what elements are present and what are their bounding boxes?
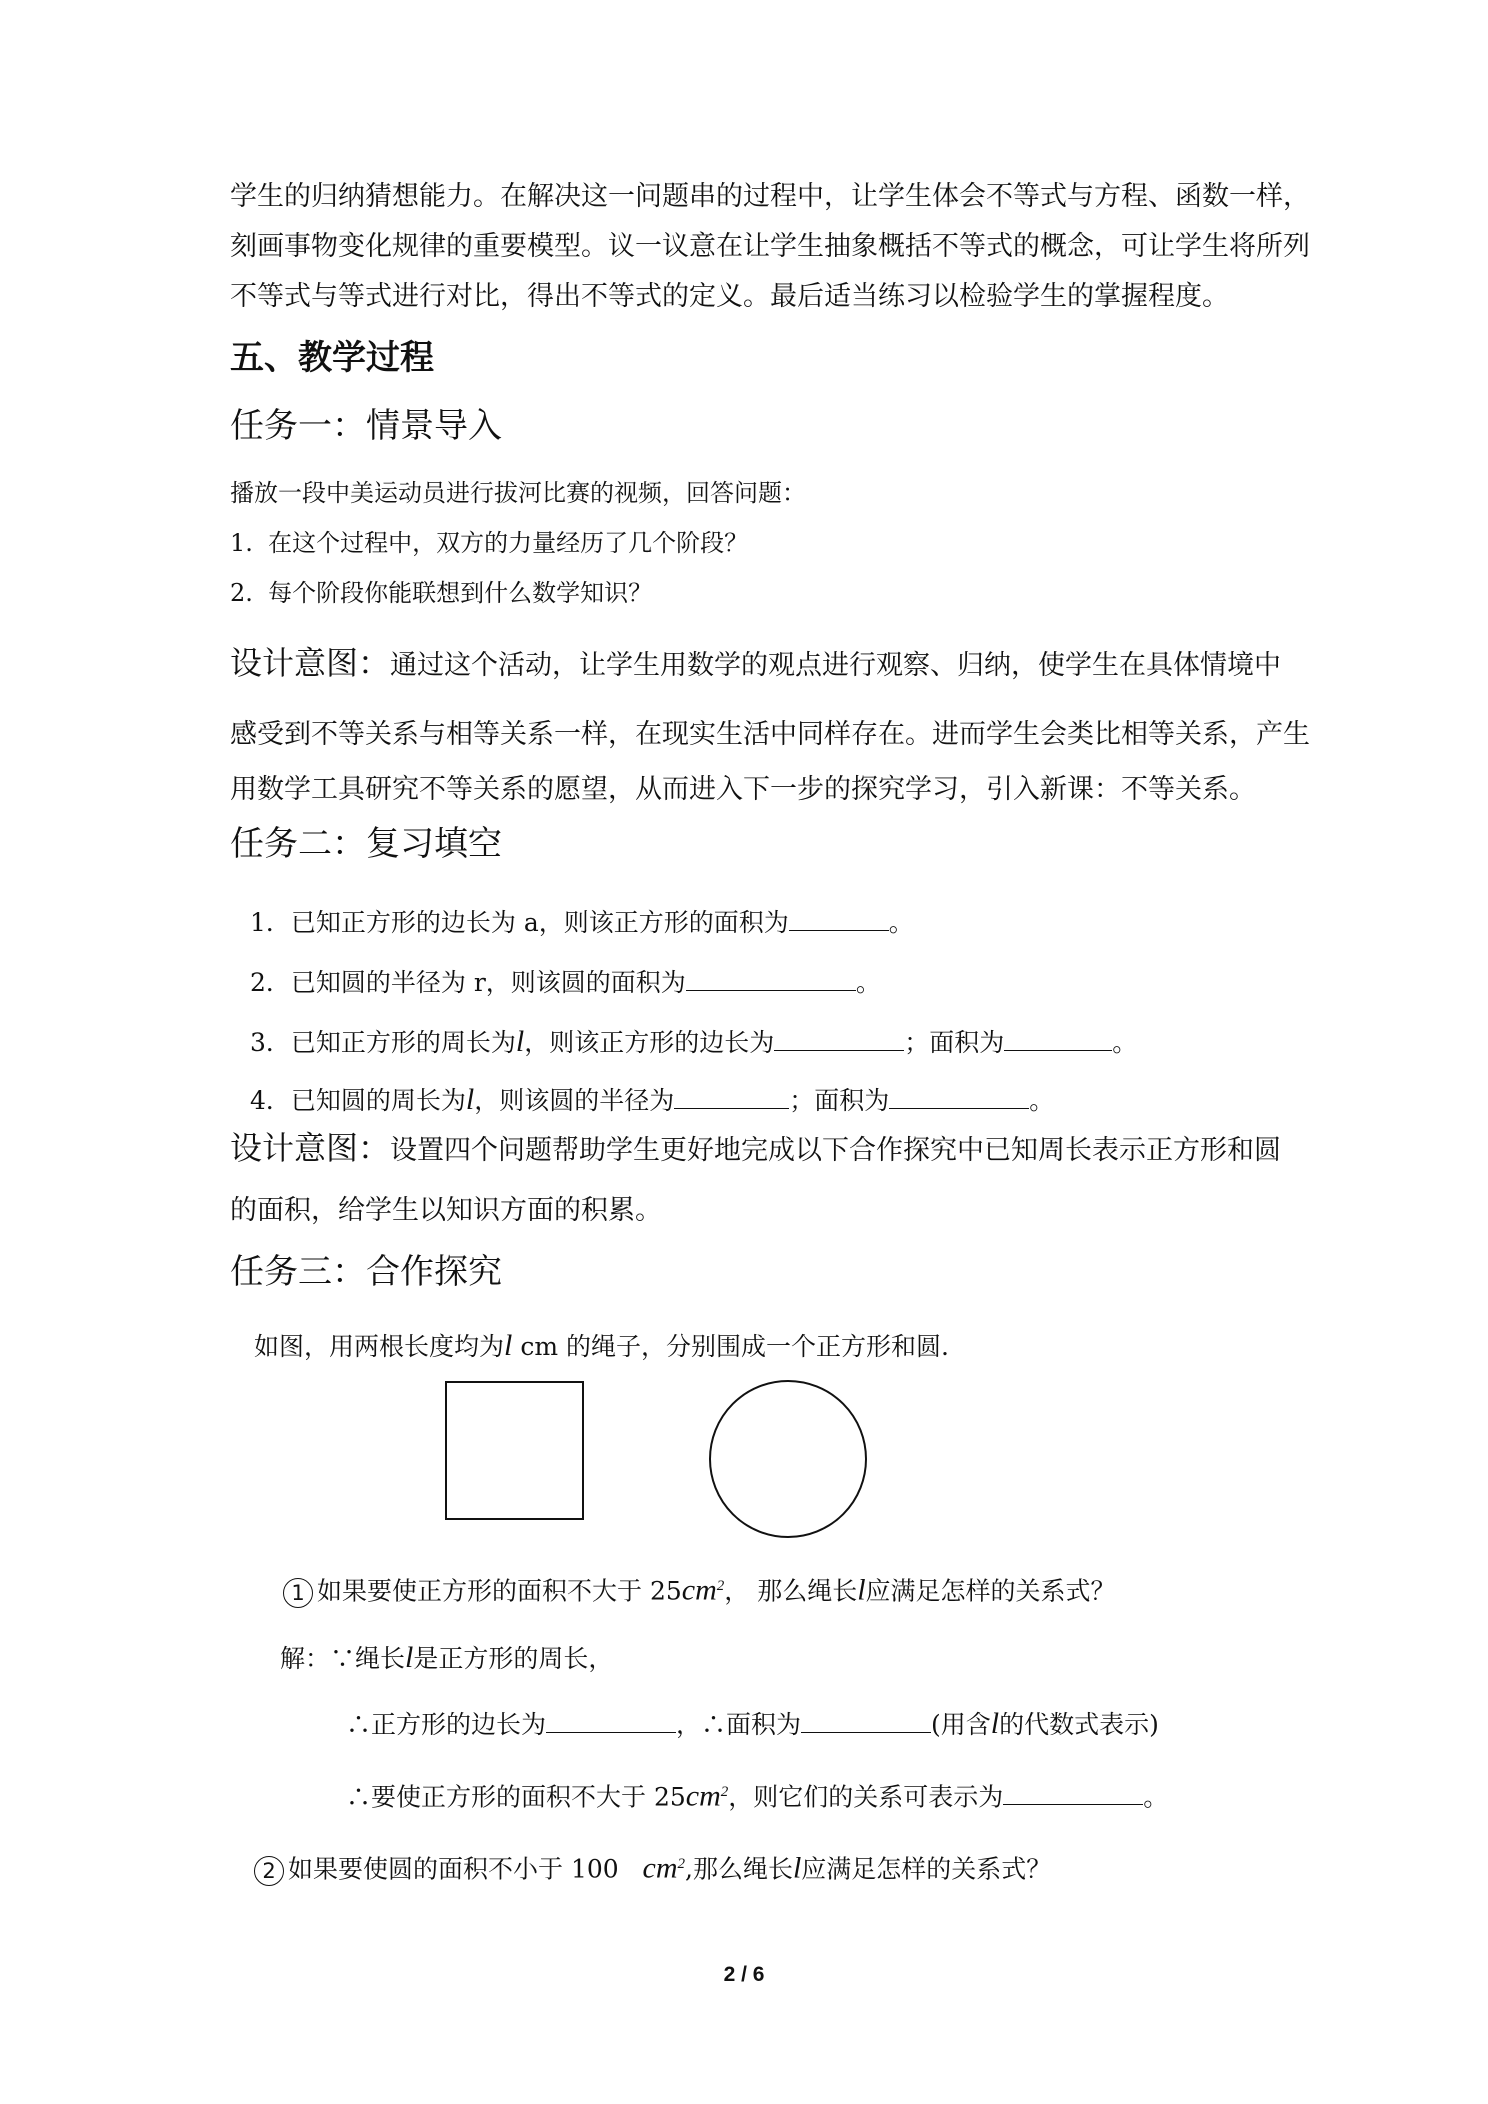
solution-text: (用含 xyxy=(931,1710,991,1739)
task3-heading: 任务三：合作探究 xyxy=(230,1252,502,1292)
solution-text: 。 xyxy=(1143,1782,1169,1812)
item-text: ；面积为 xyxy=(789,1086,890,1115)
lead-text: 如图，用两根长度均为 xyxy=(254,1332,505,1361)
intro-line: 学生的归纳猜想能力。在解决这一问题串的过程中，让学生体会不等式与方程、函数一样， xyxy=(230,181,1310,212)
question-text: 应满足怎样的关系式？ xyxy=(865,1576,1116,1606)
item-text: ，则该正方形的边长为 xyxy=(524,1028,775,1057)
unit-exponent: 2 xyxy=(720,1784,729,1800)
task3-solution-step-1 xyxy=(346,1706,1159,1743)
unit-cm: cm xyxy=(681,1573,717,1607)
design-intent-label: 设计意图： xyxy=(230,1129,391,1167)
task2-heading: 任务二：复习填空 xyxy=(230,824,502,864)
design-intent-label: 设计意图： xyxy=(230,644,391,682)
design-intent-text: 通过这个活动，让学生用数学的观点进行观察、归纳，使学生在具体情境中 xyxy=(390,650,1282,681)
unit-cm: cm xyxy=(685,1779,721,1813)
item-text: 。 xyxy=(855,968,881,997)
variable-l: l xyxy=(857,1573,866,1607)
task1-design-line-2: 感受到不等关系与相等关系一样，在现实生活中同样存在。进而学生会类比相等关系，产生 xyxy=(230,719,1310,750)
item-text: 3．已知正方形的周长为 xyxy=(250,1028,516,1057)
question-number: 2. xyxy=(230,579,253,607)
task3-question-2 xyxy=(254,1846,1051,1887)
item-text: 。 xyxy=(888,908,914,937)
item-text: ；面积为 xyxy=(904,1028,1005,1057)
square-shape xyxy=(446,1382,583,1519)
task3-solution-step-2 xyxy=(346,1774,1168,1815)
question-text: 应满足怎样的关系式？ xyxy=(801,1854,1052,1884)
item-text: 2．已知圆的半径为 r，则该圆的面积为 xyxy=(250,968,686,997)
variable-l: l xyxy=(990,1707,1000,1740)
page-number: 2 / 6 xyxy=(723,1963,765,1986)
answer-blank xyxy=(1003,1778,1143,1805)
solution-text: 解：∵绳长 xyxy=(280,1644,406,1673)
question-text: ， 那么绳长 xyxy=(724,1576,858,1606)
intro-line: 不等式与等式进行对比，得出不等式的定义。最后适当练习以检验学生的掌握程度。 xyxy=(230,281,1229,312)
question-text: 如果要使圆的面积不小于 100 xyxy=(288,1854,619,1884)
solution-text: ，则它们的关系可表示为 xyxy=(728,1782,1004,1812)
question-number: 1. xyxy=(230,529,253,557)
task2-design-line-2: 的面积，给学生以知识方面的积累。 xyxy=(230,1195,662,1226)
item-text: 。 xyxy=(1029,1086,1055,1115)
item-text: 4．已知圆的周长为 xyxy=(250,1086,466,1115)
variable-l: l xyxy=(792,1851,802,1885)
solution-text: 是正方形的周长， xyxy=(413,1644,614,1673)
solution-text: ∴正方形的边长为 xyxy=(346,1710,547,1739)
unit-cm: cm xyxy=(642,1851,678,1885)
task3-solution-intro xyxy=(280,1640,613,1677)
task1-design-line-3: 用数学工具研究不等关系的愿望，从而进入下一步的探究学习，引入新课：不等关系。 xyxy=(230,774,1256,805)
question-text: 如果要使正方形的面积不大于 25 xyxy=(317,1576,682,1606)
solution-text: ，∴面积为 xyxy=(676,1710,802,1739)
question-text: 在这个过程中，双方的力量经历了几个阶段？ xyxy=(268,529,749,557)
design-intent-text: 设置四个问题帮助学生更好地完成以下合作探究中已知周长表示正方形和圆 xyxy=(390,1135,1282,1166)
section-heading: 五、教学过程 xyxy=(230,338,434,378)
circled-number-1: 1 xyxy=(283,1578,313,1608)
lead-text: cm 的绳子，分别围成一个正方形和圆. xyxy=(520,1332,949,1361)
answer-blank xyxy=(801,1706,931,1733)
solution-text: ∴要使正方形的面积不大于 25 xyxy=(346,1782,686,1812)
circle-shape xyxy=(710,1381,866,1537)
question-text: 每个阶段你能联想到什么数学知识？ xyxy=(268,579,653,607)
task1-lead: 播放一段中美运动员进行拔河比赛的视频，回答问题： xyxy=(230,479,806,507)
item-text: 1．已知正方形的边长为 a，则该正方形的面积为 xyxy=(250,908,789,937)
variable-l: l xyxy=(465,1083,475,1116)
item-text: 。 xyxy=(1112,1028,1138,1057)
answer-blank xyxy=(546,1706,676,1733)
intro-line: 刻画事物变化规律的重要模型。议一议意在让学生抽象概括不等式的概念，可让学生将所列 xyxy=(230,231,1310,262)
task3-question-1 xyxy=(283,1568,1116,1609)
unit-exponent: 2 xyxy=(677,1856,685,1872)
variable-l: l xyxy=(405,1641,414,1674)
solution-text: 的代数式表示) xyxy=(999,1710,1159,1739)
question-text: ,那么绳长 xyxy=(685,1854,793,1884)
variable-l: l xyxy=(515,1025,525,1058)
variable-l: l xyxy=(504,1329,513,1362)
circled-number-2: 2 xyxy=(254,1856,284,1886)
unit-exponent: 2 xyxy=(716,1578,725,1594)
task1-heading: 任务一：情景导入 xyxy=(230,406,502,446)
item-text: ，则该圆的半径为 xyxy=(474,1086,675,1115)
